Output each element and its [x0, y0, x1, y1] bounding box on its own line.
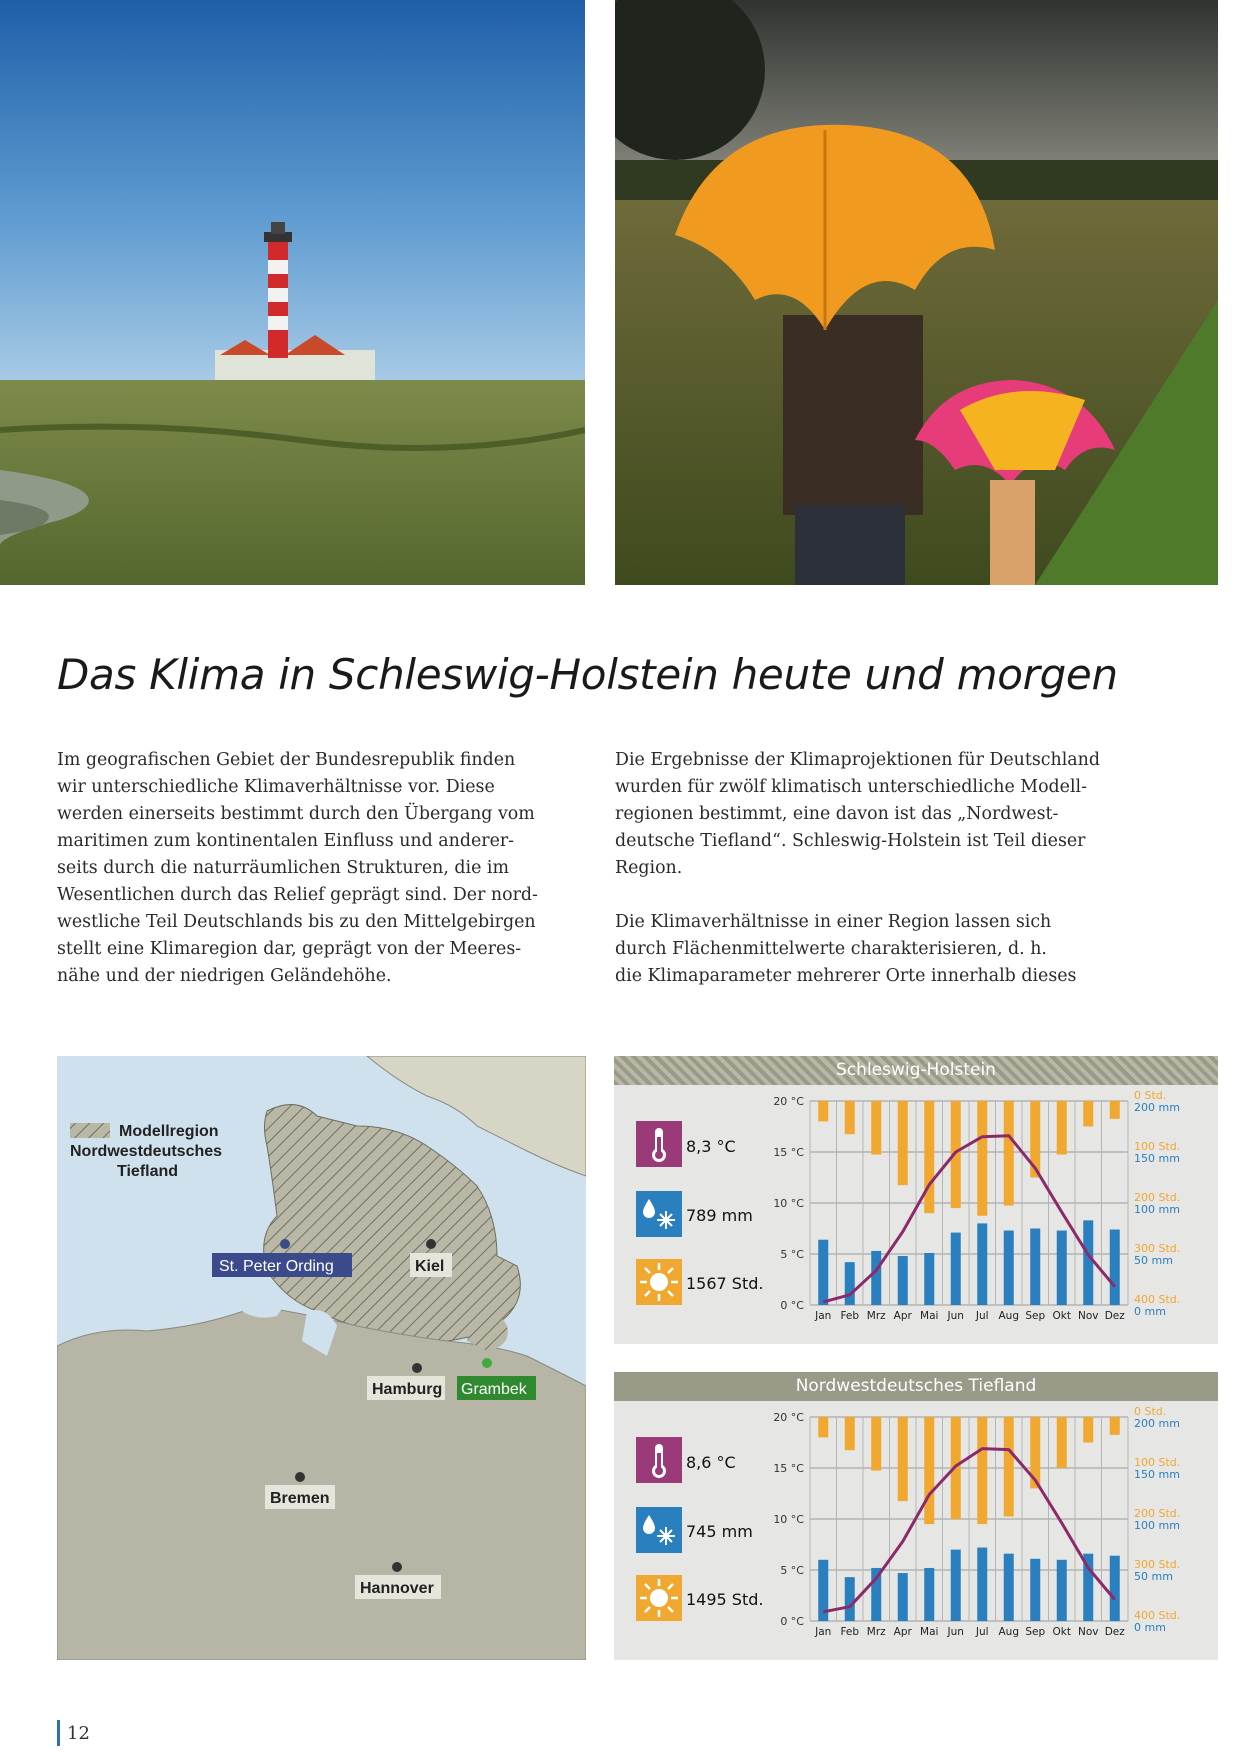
precipitation-bar: [845, 1577, 855, 1621]
x-tick-label: Okt: [1052, 1310, 1071, 1322]
temperature-value: 8,3 °C: [686, 1137, 736, 1156]
x-tick-label: Apr: [893, 1310, 912, 1322]
precipitation-tick-label: 100 mm: [1134, 1203, 1180, 1216]
precipitation-bar: [924, 1253, 934, 1305]
sunshine-bar: [871, 1101, 881, 1155]
paragraph: Die Klimaverhältnisse in einer Region lassen sich durch Flächenmittelwerte charakterisieren, d. h. die Klimaparameter mehrerer Orte innerhalb dieses: [615, 912, 1077, 986]
map-legend-line2: Nordwestdeutsches: [70, 1143, 223, 1160]
precipitation-bar: [1057, 1231, 1067, 1305]
city-label-hannover: Hannover: [360, 1580, 434, 1597]
text-column-left: [57, 747, 577, 1017]
precipitation-bar: [1057, 1560, 1067, 1621]
precipitation-bar: [1110, 1556, 1120, 1621]
climate-plot: [614, 1401, 1218, 1660]
sunshine-bar: [1083, 1101, 1093, 1127]
x-tick-label: Feb: [840, 1626, 860, 1638]
sunshine-bar: [1110, 1417, 1120, 1435]
precipitation-tick-label: 150 mm: [1134, 1152, 1180, 1165]
sunshine-tick-label: 200 Std.: [1134, 1507, 1181, 1520]
x-tick-label: Jan: [815, 1310, 832, 1322]
x-tick-label: Dez: [1104, 1626, 1125, 1638]
chart-body: [614, 1401, 1218, 1660]
precipitation-bar: [898, 1573, 908, 1621]
sunshine-tick-label: 300 Std.: [1134, 1558, 1181, 1571]
temperature-value: 8,6 °C: [686, 1453, 736, 1472]
climate-chart-nordwestdeutsches-tiefland: [614, 1372, 1218, 1660]
precipitation-bar: [951, 1233, 961, 1305]
chart-header: [614, 1056, 1218, 1085]
x-tick-label: Mai: [920, 1310, 939, 1322]
sunshine-bar: [845, 1417, 855, 1450]
sunshine-bar: [1110, 1101, 1120, 1119]
x-tick-label: Mrz: [866, 1626, 886, 1638]
precipitation-tick-label: 0 mm: [1134, 1621, 1166, 1634]
sunshine-bar: [924, 1417, 934, 1524]
sunshine-tick-label: 0 Std.: [1134, 1405, 1167, 1418]
chart-body: [614, 1085, 1218, 1344]
x-tick-label: Aug: [998, 1310, 1020, 1322]
sunshine-tick-label: 400 Std.: [1134, 1609, 1181, 1622]
x-tick-label: Nov: [1078, 1310, 1099, 1322]
sunshine-value: 1567 Std.: [686, 1274, 764, 1293]
x-tick-label: Mai: [920, 1626, 939, 1638]
sunshine-tick-label: 100 Std.: [1134, 1140, 1181, 1153]
y-tick-label: 0 °C: [780, 1299, 804, 1312]
precipitation-bar: [818, 1240, 828, 1305]
city-marker: [412, 1363, 422, 1373]
region-map: [57, 1056, 586, 1660]
precipitation-bar: [1110, 1230, 1120, 1305]
page-number-bar: [57, 1720, 60, 1746]
x-tick-label: Mrz: [866, 1310, 886, 1322]
x-tick-label: Jul: [975, 1310, 989, 1322]
precipitation-tick-label: 150 mm: [1134, 1468, 1180, 1481]
city-marker: [426, 1239, 436, 1249]
map-legend-line1: Modellregion: [119, 1123, 219, 1140]
climate-chart-schleswig-holstein: [614, 1056, 1218, 1344]
chart-title: Schleswig-Holstein: [836, 1060, 996, 1080]
sunshine-bar: [924, 1101, 934, 1213]
x-tick-label: Sep: [1025, 1626, 1046, 1638]
precipitation-tick-label: 0 mm: [1134, 1305, 1166, 1318]
precipitation-bar: [977, 1548, 987, 1621]
y-tick-label: 15 °C: [773, 1462, 804, 1475]
y-tick-label: 10 °C: [773, 1513, 804, 1526]
sunshine-bar: [1083, 1417, 1093, 1443]
precipitation-bar: [951, 1550, 961, 1621]
precipitation-bar: [1004, 1554, 1014, 1621]
map-legend-line3: Tiefland: [117, 1163, 179, 1180]
sunshine-tick-label: 0 Std.: [1134, 1089, 1167, 1102]
y-tick-label: 15 °C: [773, 1146, 804, 1159]
chart-title: Nordwestdeutsches Tiefland: [795, 1376, 1037, 1396]
city-label-bremen: Bremen: [270, 1490, 330, 1507]
sunshine-tick-label: 100 Std.: [1134, 1456, 1181, 1469]
sunshine-tick-label: 200 Std.: [1134, 1191, 1181, 1204]
city-marker: [482, 1358, 492, 1368]
precipitation-tick-label: 100 mm: [1134, 1519, 1180, 1532]
precipitation-bar: [1030, 1559, 1040, 1621]
y-tick-label: 10 °C: [773, 1197, 804, 1210]
city-marker: [295, 1472, 305, 1482]
y-tick-label: 20 °C: [773, 1411, 804, 1424]
sunshine-bar: [977, 1101, 987, 1216]
sunshine-bar: [818, 1101, 828, 1121]
sunshine-bar: [845, 1101, 855, 1134]
precipitation-bar: [1004, 1231, 1014, 1305]
city-marker: [392, 1562, 402, 1572]
precipitation-bar: [898, 1256, 908, 1305]
y-tick-label: 0 °C: [780, 1615, 804, 1628]
sunshine-bar: [898, 1417, 908, 1501]
umbrellas-photo: [615, 0, 1218, 585]
lighthouse-photo: [0, 0, 585, 585]
sunshine-bar: [818, 1417, 828, 1437]
city-label-hamburg: Hamburg: [372, 1381, 443, 1398]
sunshine-bar: [871, 1417, 881, 1471]
x-tick-label: Feb: [840, 1310, 860, 1322]
precipitation-bar: [1030, 1229, 1040, 1306]
precipitation-bar: [977, 1223, 987, 1305]
city-marker: [280, 1239, 290, 1249]
x-tick-label: Aug: [998, 1626, 1020, 1638]
y-tick-label: 20 °C: [773, 1095, 804, 1108]
x-tick-label: Jun: [947, 1310, 964, 1322]
sunshine-bar: [1004, 1417, 1014, 1516]
sunshine-bar: [1057, 1101, 1067, 1155]
page-title: Das Klima in Schleswig-Holstein heute und morgen: [57, 650, 1118, 699]
page-number: 12: [67, 1723, 90, 1744]
sunshine-bar: [977, 1417, 987, 1524]
precipitation-value: 789 mm: [686, 1206, 753, 1225]
precipitation-bar: [845, 1262, 855, 1305]
precipitation-bar: [871, 1251, 881, 1305]
precipitation-bar: [924, 1568, 934, 1621]
city-label-st-peter: St. Peter Ording: [219, 1258, 334, 1275]
y-tick-label: 5 °C: [780, 1564, 804, 1577]
sunshine-tick-label: 400 Std.: [1134, 1293, 1181, 1306]
x-tick-label: Jul: [975, 1626, 989, 1638]
sunshine-value: 1495 Std.: [686, 1590, 764, 1609]
sunshine-tick-label: 300 Std.: [1134, 1242, 1181, 1255]
x-tick-label: Okt: [1052, 1626, 1071, 1638]
precipitation-tick-label: 200 mm: [1134, 1101, 1180, 1114]
climate-plot: [614, 1085, 1218, 1344]
sunshine-bar: [1057, 1417, 1067, 1468]
precipitation-tick-label: 200 mm: [1134, 1417, 1180, 1430]
x-tick-label: Dez: [1104, 1310, 1125, 1322]
x-tick-label: Jan: [815, 1626, 832, 1638]
city-label-kiel: Kiel: [415, 1258, 445, 1275]
precipitation-bar: [1083, 1220, 1093, 1305]
paragraph: Die Ergebnisse der Klimaprojektionen für Deutschland wurden für zwölf klimatisch unterschiedliche Modell- regionen bestimmt, eine davon ist das „Nordwest- deutsche Tiefland“. Schleswig-Holstein ist Teil dieser Region.: [615, 750, 1100, 878]
x-tick-label: Jun: [947, 1626, 964, 1638]
precipitation-tick-label: 50 mm: [1134, 1254, 1173, 1267]
text-column-right: [615, 747, 1135, 1017]
paragraph: Im geografischen Gebiet der Bundesrepublik finden wir unterschiedliche Klimaverhältnisse vor. Diese werden einerseits bestimmt durch den Übergang vom maritimen zum kontinentalen Einfluss und anderer- seits durch die naturräumlichen Strukturen, die im Wesentlichen durch das Relief geprägt sind. Der nord- westliche Teil Deutschlands bis zu den Mittelgebirgen stellt eine Klimaregion dar, geprägt von der Meeres- nähe und der niedrigen Geländehöhe.: [57, 750, 538, 986]
x-tick-label: Apr: [893, 1626, 912, 1638]
x-tick-label: Sep: [1025, 1310, 1046, 1322]
sunshine-bar: [1004, 1101, 1014, 1206]
precipitation-tick-label: 50 mm: [1134, 1570, 1173, 1583]
city-label-grambek: Grambek: [461, 1381, 527, 1398]
precipitation-value: 745 mm: [686, 1522, 753, 1541]
x-tick-label: Nov: [1078, 1626, 1099, 1638]
y-tick-label: 5 °C: [780, 1248, 804, 1261]
chart-header: [614, 1372, 1218, 1401]
sunshine-bar: [898, 1101, 908, 1185]
